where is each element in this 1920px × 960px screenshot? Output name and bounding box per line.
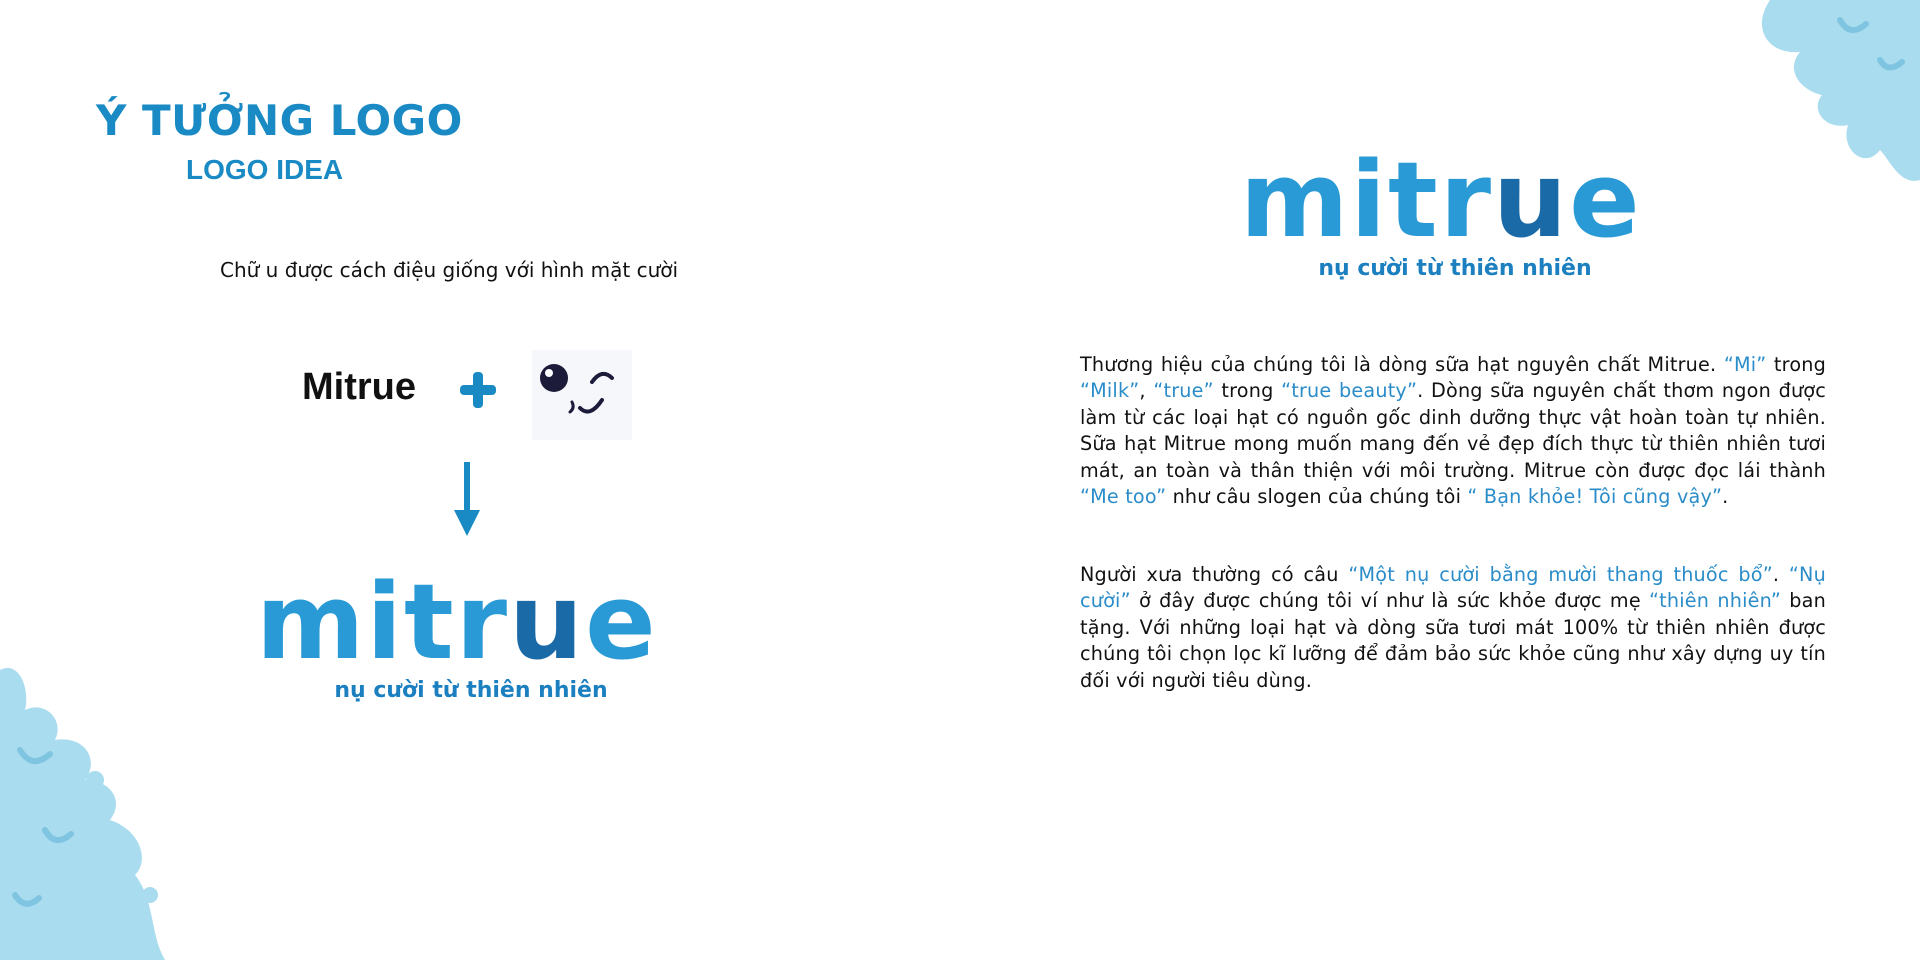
text-run: ở đây được chúng tôi ví như là sức khỏe được mẹ — [1130, 589, 1650, 613]
page-title: Ý TƯỞNG LOGO — [96, 96, 463, 145]
text-run: Thương hiệu của chúng tôi là dòng sữa hạt nguyên chất Mitrue. — [1080, 353, 1724, 376]
text-highlight: “Nụ cười” — [1080, 563, 1826, 613]
text-highlight: “Một nụ cười bằng mười thang thuốc bổ” — [1348, 563, 1773, 586]
text-highlight: “true” — [1153, 379, 1214, 403]
winking-face-icon — [532, 350, 632, 444]
brand-paragraph-2 — [1080, 562, 1826, 694]
logo-wordmark — [1240, 139, 1670, 261]
page-subtitle: LOGO IDEA — [186, 154, 344, 185]
arrow-down-icon — [452, 462, 482, 542]
logo-tagline: nụ cười từ thiên nhiên — [1318, 256, 1592, 281]
brand-paragraph-1 — [1080, 352, 1826, 510]
text-highlight: “Me too” — [1080, 485, 1167, 509]
logo-wordmark-part: e — [585, 561, 658, 683]
text-run: trong — [1213, 379, 1282, 403]
text-run: như câu slogen của chúng tôi — [1166, 485, 1468, 509]
text-run: . — [1722, 485, 1729, 509]
concept-word: Mitrue — [302, 366, 416, 408]
logo-wordmark — [256, 561, 686, 683]
logo-tagline: nụ cười từ thiên nhiên — [334, 678, 608, 703]
text-run: , — [1139, 379, 1154, 403]
splash-decoration-bottom-left — [0, 660, 200, 960]
text-highlight: “thiên nhiên” — [1649, 589, 1782, 613]
logo-small — [256, 561, 686, 703]
text-highlight: “true beauty” — [1281, 379, 1418, 403]
text-highlight: “Mi” — [1723, 353, 1767, 376]
logo-wordmark-u: u — [509, 561, 586, 683]
logo-wordmark-part: e — [1569, 139, 1642, 261]
logo-large — [1240, 139, 1670, 281]
logo-wordmark-part: mitr — [1240, 139, 1494, 261]
text-highlight: “Milk” — [1080, 379, 1140, 403]
logo-caption: Chữ u được cách điệu giống với hình mặt cười — [220, 258, 679, 282]
text-run: . — [1772, 563, 1789, 586]
text-run: trong — [1766, 353, 1826, 376]
plus-icon — [458, 370, 498, 414]
text-run: Người xưa thường có câu — [1080, 563, 1349, 586]
logo-wordmark-u: u — [1493, 139, 1570, 261]
splash-decoration-top-right — [1730, 0, 1920, 190]
text-run: ban tặng. Với những loại hạt và dòng sữa tươi mát 100% từ thiên nhiên được chúng tôi chọn lọc kĩ lưỡng để đảm bảo sức khỏe cũng như xây dựng uy tín đối với người tiêu dùng. — [1080, 589, 1826, 692]
text-highlight: “ Bạn khỏe! Tôi cũng vậy” — [1467, 485, 1723, 509]
logo-wordmark-part: mitr — [256, 561, 510, 683]
text-run: . Dòng sữa nguyên chất thơm ngon được làm từ các loại hạt có nguồn gốc dinh dưỡng thực vật hoàn toàn tự nhiên. Sữa hạt Mitrue mong muốn mang đến vẻ đẹp đích thực từ thiên nhiên tươi mát, an toàn và thân thiện với môi trường. Mitrue còn được đọc lái thành — [1080, 379, 1826, 482]
